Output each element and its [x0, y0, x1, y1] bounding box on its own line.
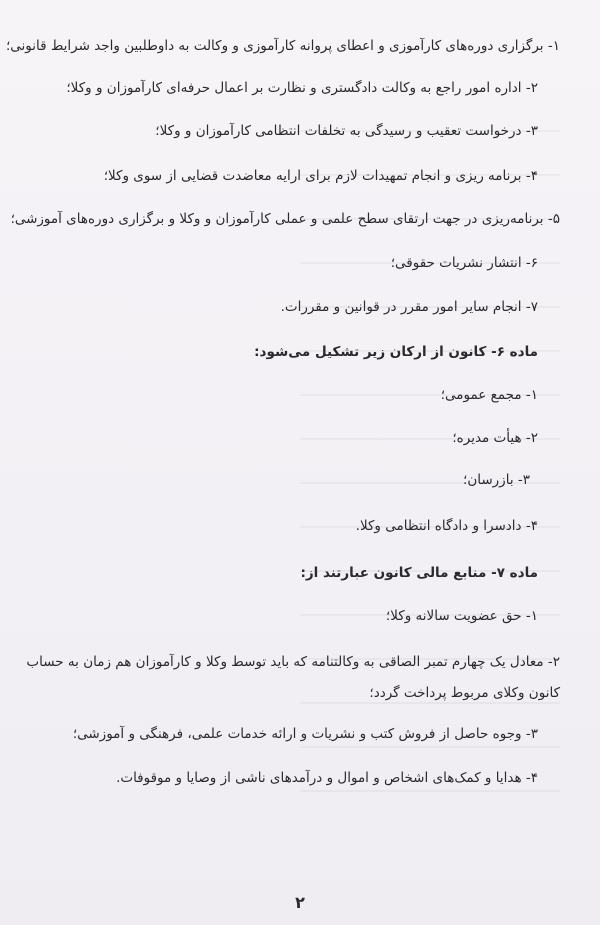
article-item-5: ۵- برنامه‌ریزی در جهت ارتقای سطح علمی و عملی کارآموزان و وکلا و برگزاری دوره‌های آموزشی؛	[10, 211, 560, 227]
article-item-2: ۲- اداره امور راجع به وکالت دادگستری و نظارت بر اعمال حرفه‌ای کارآموزان و وکلا؛	[66, 80, 538, 96]
pillar-item-4: ۴- دادسرا و دادگاه انتظامی وکلا.	[355, 518, 538, 534]
article-item-4: ۴- برنامه ریزی و انجام تمهیدات لازم برای ارایه معاضدت قضایی از سوی وکلا؛	[103, 168, 538, 184]
article-item-7: ۷- انجام سایر امور مقرر در قوانین و مقررات.	[280, 299, 538, 315]
pillar-item-3: ۳- بازرسان؛	[463, 472, 530, 488]
pillar-item-1: ۱- مجمع عمومی؛	[440, 387, 538, 403]
page-number: ۲	[295, 893, 305, 912]
article-item-6: ۶- انتشار نشریات حقوقی؛	[390, 255, 538, 271]
finance-item-3: ۳- وجوه حاصل از فروش کتب و نشریات و ارائه خدمات علمی، فرهنگی و آموزشی؛	[72, 726, 538, 742]
finance-item-4: ۴- هدایا و کمک‌های اشخاص و اموال و درآمدهای ناشی از وصایا و موقوفات.	[116, 770, 538, 786]
finance-item-2-continued: کانون وکلای مربوط پرداخت گردد؛	[369, 685, 560, 701]
finance-item-2: ۲- معادل یک چهارم تمبر الصاقی به وکالتنامه که باید توسط وکلا و کارآموزان هم زمان به حساب	[26, 654, 560, 670]
article-item-3: ۳- درخواست تعقیب و رسیدگی به تخلفات انتظامی کارآموزان و وکلا؛	[155, 123, 538, 139]
pillar-item-2: ۲- هیأت مدیره؛	[452, 430, 538, 446]
article-item-1: ۱- برگزاری دوره‌های کارآموزی و اعطای پروانه کارآموزی و وکالت به داوطلبین واجد شرایط قانونی؛	[5, 38, 560, 54]
finance-item-1: ۱- حق عضویت سالانه وکلا؛	[385, 608, 538, 624]
article-7-heading: ماده ۷- منابع مالی کانون عبارتند از:	[300, 565, 538, 581]
article-6-heading: ماده ۶- کانون از ارکان زیر تشکیل می‌شود:	[254, 344, 538, 360]
